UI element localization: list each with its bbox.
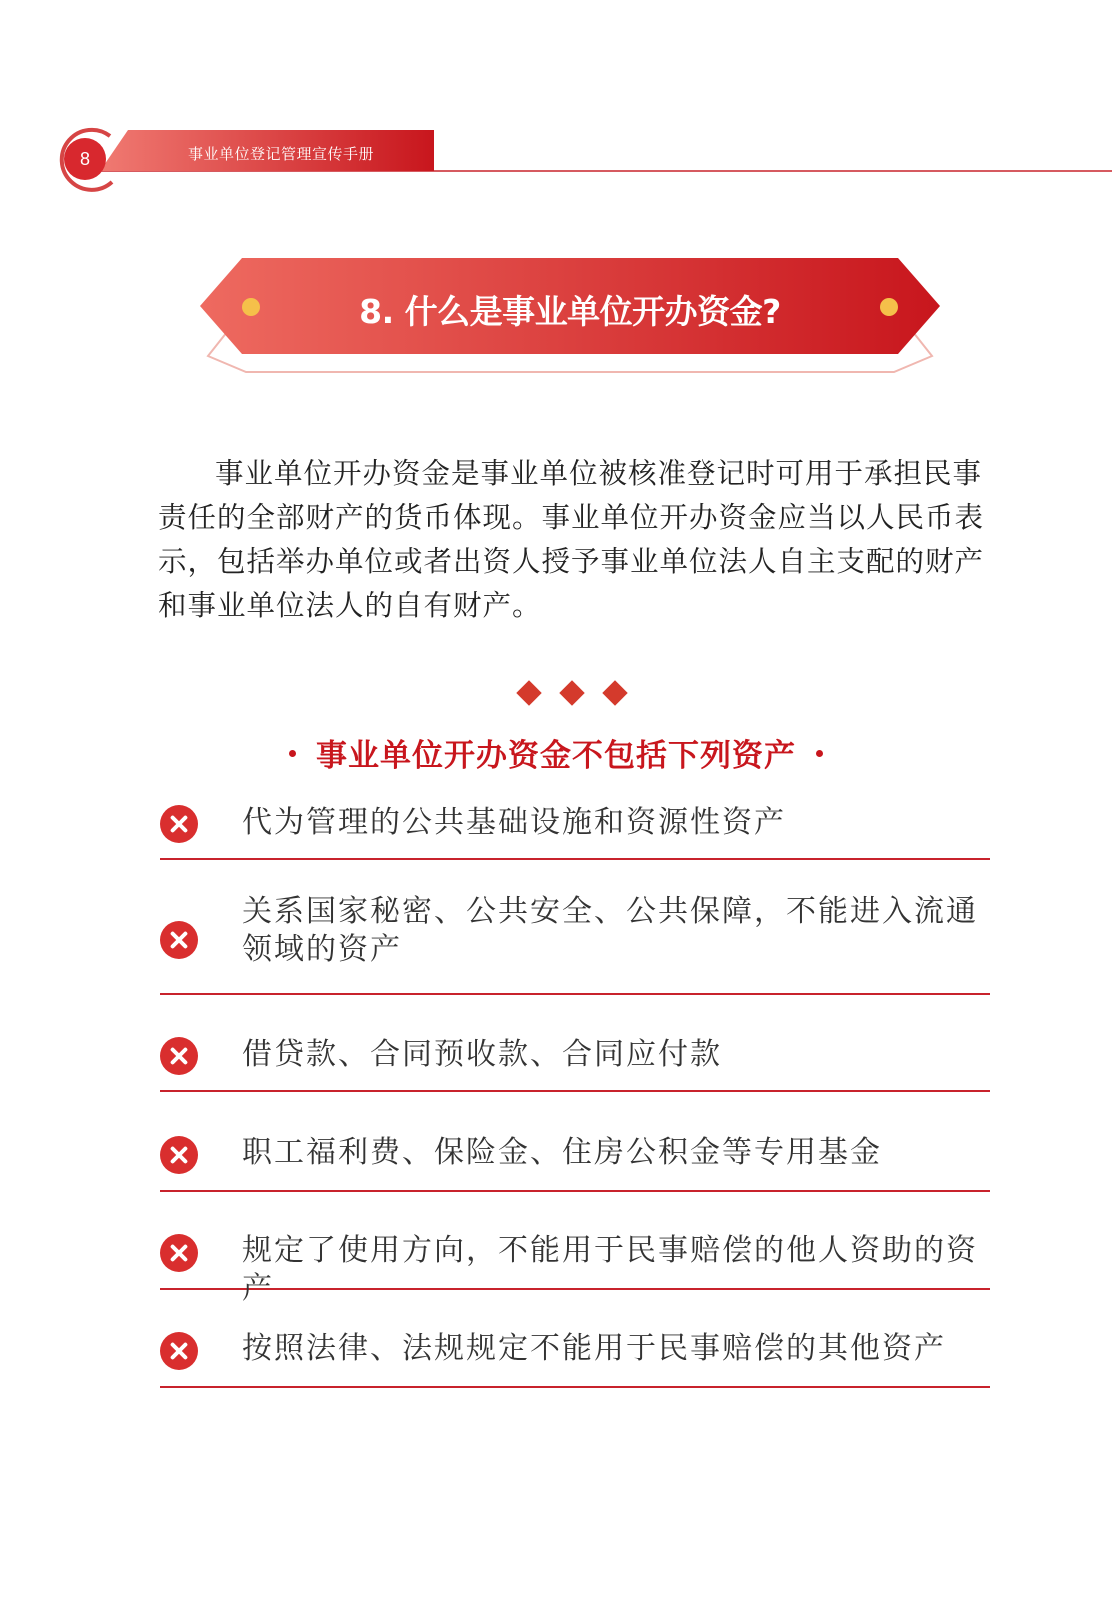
question-banner <box>200 258 940 378</box>
bullet-dot-icon <box>289 750 296 757</box>
list-item <box>160 1020 990 1092</box>
booklet-title: 事业单位登记管理宣传手册 <box>188 145 375 163</box>
bullet-dot-icon <box>816 750 823 757</box>
x-circle-icon <box>160 1136 198 1174</box>
list-item <box>160 1316 990 1388</box>
x-circle-icon <box>160 921 198 959</box>
list-item-text: 规定了使用方向，不能用于民事赔偿的他人资助的资产 <box>242 1233 978 1306</box>
subheading <box>0 730 1112 775</box>
list-item-text: 代为管理的公共基础设施和资源性资产 <box>242 805 786 840</box>
definition-paragraph: 事业单位开办资金是事业单位被核准登记时可用于承担民事责任的全部财产的货币体现。事业单位开办资金应当以人民币表示，包括举办单位或者出资人授予事业单位法人自主支配的财产和事业单位法人的自有财产。 <box>158 457 985 622</box>
list-item <box>160 1120 990 1192</box>
diamond-icon <box>602 680 627 705</box>
diamond-separator <box>0 678 1112 708</box>
question-title: 8. 什么是事业单位开办资金? <box>359 292 781 331</box>
subheading-text: 事业单位开办资金不包括下列资产 <box>316 738 796 774</box>
x-circle-icon <box>160 1037 198 1075</box>
list-item-text: 按照法律、法规规定不能用于民事赔偿的其他资产 <box>242 1331 946 1366</box>
list-item-text: 借贷款、合同预收款、合同应付款 <box>242 1037 722 1072</box>
list-item <box>160 1218 990 1306</box>
list-item-text: 关系国家秘密、公共安全、公共保障，不能进入流通领域的资产 <box>242 894 978 967</box>
diamond-icon <box>559 680 584 705</box>
list-item <box>160 790 990 860</box>
x-circle-icon <box>160 1234 198 1272</box>
x-circle-icon <box>160 1332 198 1370</box>
list-item-text: 职工福利费、保险金、住房公积金等专用基金 <box>242 1135 882 1170</box>
diamond-icon <box>516 680 541 705</box>
page-header <box>0 0 1112 200</box>
list-item <box>160 885 990 995</box>
header-graphic <box>0 0 1112 200</box>
x-circle-icon <box>160 805 198 843</box>
page-number: 8 <box>79 148 90 169</box>
